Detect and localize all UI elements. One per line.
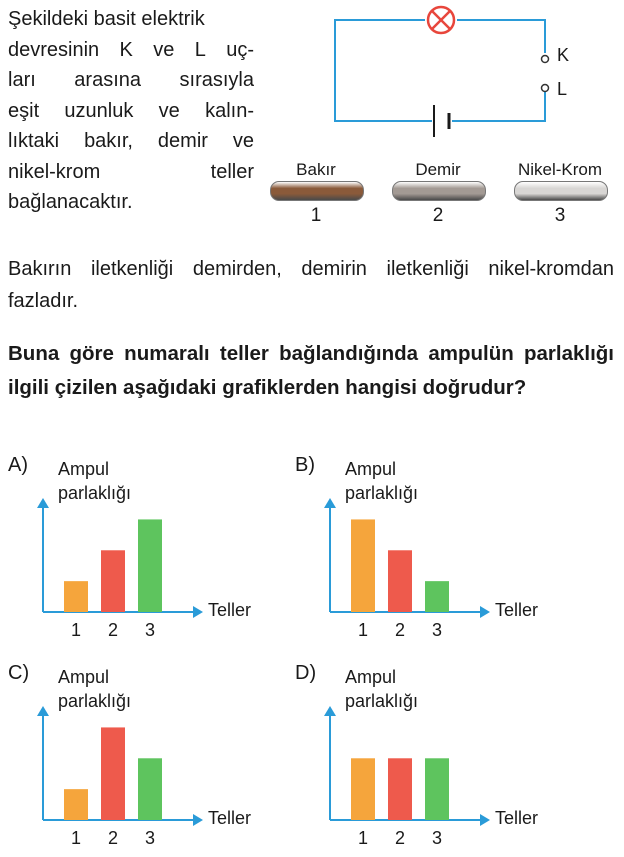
x-axis-label: Teller [495, 600, 539, 620]
bar-3 [138, 519, 162, 612]
answer-option-a[interactable] [8, 454, 288, 649]
bar-1 [64, 789, 88, 820]
x-axis-label: Teller [208, 808, 252, 828]
intro-line [8, 187, 254, 218]
y-axis-label-line: parlaklığı [58, 691, 132, 711]
wire-name-label: Nikel-Krom [517, 160, 603, 179]
bar-2 [101, 550, 125, 612]
intro-word: devresinin [8, 38, 100, 61]
x-tick-label: 3 [431, 620, 442, 640]
intro-word: uzunluk [64, 99, 134, 122]
wire-name-label: Demir [415, 160, 461, 179]
x-tick-label: 3 [431, 828, 442, 848]
intro-word: eşit [8, 99, 40, 122]
y-axis-label-line: Ampul [345, 459, 397, 479]
x-tick-label: 1 [357, 620, 368, 640]
x-tick-label: 1 [70, 620, 81, 640]
y-axis-label-line: Ampul [58, 667, 110, 687]
wire-name-label: Bakır [296, 160, 336, 179]
battery-icon [434, 105, 449, 137]
x-axis-arrow-icon [193, 606, 203, 618]
option-letter: D) [295, 662, 317, 684]
wire-number: 2 [432, 205, 444, 226]
terminal-k [542, 56, 549, 63]
terminal-l [542, 85, 549, 92]
intro-word: ve [153, 38, 175, 61]
x-tick-label: 1 [357, 828, 368, 848]
intro-word: kalın- [205, 99, 254, 122]
x-tick-label: 2 [107, 620, 118, 640]
wire-number: 3 [554, 205, 566, 226]
x-tick-label: 2 [394, 620, 405, 640]
circuit-wire [457, 20, 545, 53]
intro-word: sırasıyla [179, 69, 254, 91]
intro-line [8, 126, 254, 157]
bar-2 [388, 550, 412, 612]
y-axis-label-line: parlaklığı [345, 691, 419, 711]
intro-line [8, 65, 254, 96]
x-axis-arrow-icon [480, 606, 490, 618]
intro-word: uç- [226, 38, 254, 61]
bar-2 [388, 758, 412, 820]
y-axis-label-line: parlaklığı [58, 483, 132, 503]
intro-word: K [119, 38, 133, 61]
bar-3 [425, 758, 449, 820]
answer-option-c[interactable] [8, 662, 288, 857]
intro-line [8, 96, 254, 127]
intro-word: nikel-krom [8, 160, 101, 183]
option-letter: B) [295, 454, 315, 476]
intro-line [8, 4, 254, 35]
x-tick-label: 2 [107, 828, 118, 848]
x-tick-label: 1 [70, 828, 81, 848]
intro-word: ları [8, 69, 36, 91]
x-tick-label: 3 [144, 620, 155, 640]
option-letter: A) [8, 454, 28, 476]
x-tick-label: 2 [394, 828, 405, 848]
intro-word: Şekildeki basit elektrik [8, 8, 205, 30]
question-text: Buna göre numaralı teller bağlandığında ampulün parlaklığı ilgili çizilen aşağıdaki grafiklerden hangisi doğrudur? [8, 342, 614, 399]
bar-2 [101, 727, 125, 820]
x-axis-arrow-icon [480, 814, 490, 826]
wire-number: 1 [310, 205, 322, 226]
intro-word: arasına [74, 69, 142, 91]
answer-option-b[interactable] [295, 454, 575, 649]
circuit-diagram [330, 4, 620, 144]
y-axis-arrow-icon [324, 706, 336, 716]
intro-word: ve [232, 130, 254, 152]
intro-word: teller [210, 160, 254, 183]
bar-3 [138, 758, 162, 820]
bar-1 [351, 758, 375, 820]
x-axis-arrow-icon [193, 814, 203, 826]
wire-rod [514, 181, 608, 201]
circuit-wire [335, 20, 545, 121]
bar-1 [351, 519, 375, 612]
terminal-k-label: K [557, 45, 570, 65]
option-letter: C) [8, 662, 30, 684]
wire-rod [392, 181, 486, 201]
y-axis-label-line: Ampul [58, 459, 110, 479]
answer-option-d[interactable] [295, 662, 575, 857]
lamp-icon [428, 7, 454, 33]
wire-rod [270, 181, 364, 201]
x-axis-label: Teller [495, 808, 539, 828]
intro-word: bakır, [84, 130, 133, 152]
x-tick-label: 3 [144, 828, 155, 848]
y-axis-arrow-icon [324, 498, 336, 508]
bar-1 [64, 581, 88, 612]
intro-word: demir [157, 130, 208, 152]
intro-word: bağlanacaktır. [8, 191, 133, 213]
intro-word: ve [158, 99, 180, 122]
x-axis-label: Teller [208, 600, 252, 620]
intro-line [8, 35, 254, 66]
y-axis-label-line: parlaklığı [345, 483, 419, 503]
intro-line [8, 157, 254, 188]
conductivity-statement: Bakırın iletkenliği demirden, demirin iletkenliği nikel-kromdan fazladır. [8, 258, 614, 312]
y-axis-label-line: Ampul [345, 667, 397, 687]
bar-3 [425, 581, 449, 612]
intro-text [8, 4, 254, 218]
intro-word: lıktaki [8, 130, 60, 152]
terminal-l-label: L [557, 79, 568, 99]
y-axis-arrow-icon [37, 706, 49, 716]
intro-word: L [194, 38, 206, 61]
y-axis-arrow-icon [37, 498, 49, 508]
